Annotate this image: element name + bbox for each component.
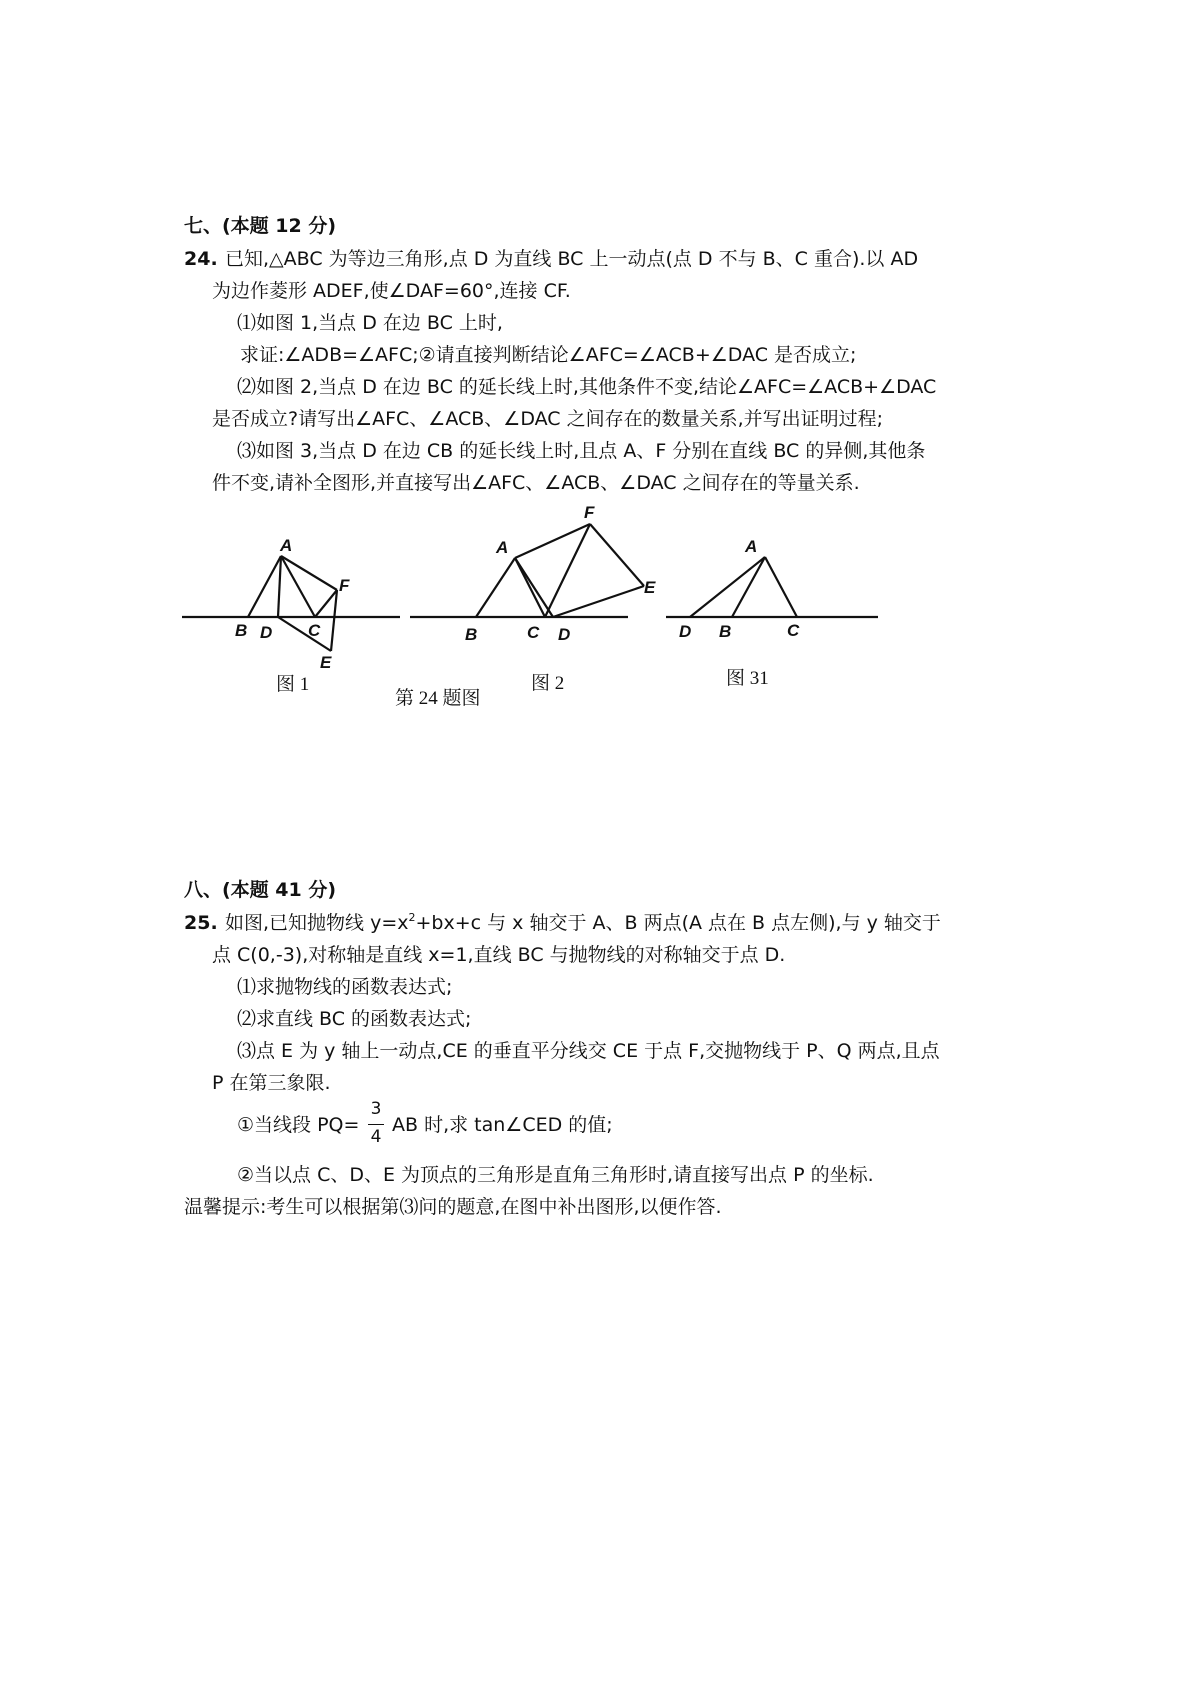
q25-number: 25. <box>184 912 218 934</box>
fig1-label-A: A <box>280 536 293 555</box>
figure-2-diagram <box>410 503 656 644</box>
fig2-label-B: B <box>465 625 478 644</box>
q24-number: 24. <box>184 248 218 270</box>
q25-subpart1-text-a: ①当线段 PQ= <box>237 1114 360 1136</box>
q25-intro-line1-part2: +bx+c 与 x 轴交于 A、B 两点(A 点在 B 点左侧),与 y 轴交于 <box>415 912 941 934</box>
q24-part3-line1: ⑶如图 3,当点 D 在边 CB 的延长线上时,且点 A、F 分别在直线 BC 的异侧,其他条 <box>237 440 926 462</box>
q24-figures <box>0 0 1200 720</box>
q25-fraction-bar <box>368 1124 384 1125</box>
fig1-side-AB <box>248 556 281 617</box>
q25-part1: ⑴求抛物线的函数表达式; <box>237 976 453 998</box>
fig1-segment-DE <box>278 617 331 651</box>
q25-intro-line1 <box>225 911 941 935</box>
fig2-label-C: C <box>527 623 540 642</box>
section7-heading: 七、(本题 12 分) <box>184 215 337 237</box>
q24-intro-line1: 已知,△ABC 为等边三角形,点 D 为直线 BC 上一动点(点 D 不与 B、C 重合).以 AD <box>225 248 919 270</box>
q25-subpart1-text-b: AB 时,求 tan∠CED 的值; <box>392 1114 613 1136</box>
fig1-segment-FE <box>331 590 337 651</box>
fig2-label-D: D <box>558 625 571 644</box>
fig3-side-AC <box>765 557 797 617</box>
q24-part1-line2: 求证:∠ADB=∠AFC;②请直接判断结论∠AFC=∠ACB+∠DAC 是否成立; <box>240 344 857 366</box>
fig2-segment-DE <box>553 586 644 617</box>
fig2-segment-AF <box>515 524 590 558</box>
q25-subpart2: ②当以点 C、D、E 为顶点的三角形是直角三角形时,请直接写出点 P 的坐标. <box>237 1164 874 1186</box>
figure-group-caption: 第 24 题图 <box>395 688 481 709</box>
q24-part1-line1: ⑴如图 1,当点 D 在边 BC 上时, <box>237 312 503 334</box>
fig2-side-AB <box>476 558 515 617</box>
figure-3-caption: 图 31 <box>726 668 769 689</box>
fig1-label-E: E <box>320 653 332 672</box>
q25-tip: 温馨提示:考生可以根据第⑶问的题意,在图中补出图形,以便作答. <box>184 1196 722 1218</box>
q25-fraction-denominator: 4 <box>370 1127 382 1147</box>
fig2-segment-FE <box>590 524 644 586</box>
fig3-label-B: B <box>719 622 732 641</box>
fig2-label-A: A <box>496 538 509 557</box>
q25-intro-line1-part1: 如图,已知抛物线 y=x <box>225 912 409 934</box>
figure-3-diagram <box>666 537 878 641</box>
fig3-label-A: A <box>745 537 758 556</box>
q24-part3-line2: 件不变,请补全图形,并直接写出∠AFC、∠ACB、∠DAC 之间存在的等量关系. <box>212 472 860 494</box>
q25-fraction-numerator: 3 <box>370 1099 382 1119</box>
q25-intro-line2: 点 C(0,-3),对称轴是直线 x=1,直线 BC 与抛物线的对称轴交于点 D. <box>212 944 786 966</box>
fig3-label-C: C <box>787 621 800 640</box>
q24-intro-line2: 为边作菱形 ADEF,使∠DAF=60°,连接 CF. <box>212 280 571 302</box>
fig1-label-C: C <box>308 621 321 640</box>
figure-2-caption: 图 2 <box>531 673 565 694</box>
fig3-side-AB <box>732 557 765 617</box>
fig2-label-F: F <box>584 503 595 522</box>
figure-1-diagram <box>182 536 400 672</box>
q25-part2: ⑵求直线 BC 的函数表达式; <box>237 1008 472 1030</box>
fig3-segment-AD <box>690 557 765 617</box>
q25-part3-line2: P 在第三象限. <box>212 1072 331 1094</box>
section8-heading: 八、(本题 41 分) <box>184 879 337 901</box>
fig3-label-D: D <box>679 622 692 641</box>
q25-exponent: 2 <box>408 911 416 924</box>
q25-part3-line1: ⑶点 E 为 y 轴上一动点,CE 的垂直平分线交 CE 于点 F,交抛物线于 P、Q 两点,且点 <box>237 1040 940 1062</box>
fig1-label-B: B <box>235 621 248 640</box>
q24-part2-line1: ⑵如图 2,当点 D 在边 BC 的延长线上时,其他条件不变,结论∠AFC=∠ACB+∠DAC <box>237 376 937 398</box>
figure-1-caption: 图 1 <box>276 674 310 695</box>
fig2-label-E: E <box>644 578 656 597</box>
fig1-label-D: D <box>260 623 273 642</box>
fig2-segment-AD <box>515 558 553 617</box>
fig1-label-F: F <box>339 576 350 595</box>
fig1-segment-AD <box>278 556 281 617</box>
q24-part2-line2: 是否成立?请写出∠AFC、∠ACB、∠DAC 之间存在的数量关系,并写出证明过程; <box>212 408 884 430</box>
fig2-segment-FC <box>545 524 590 617</box>
